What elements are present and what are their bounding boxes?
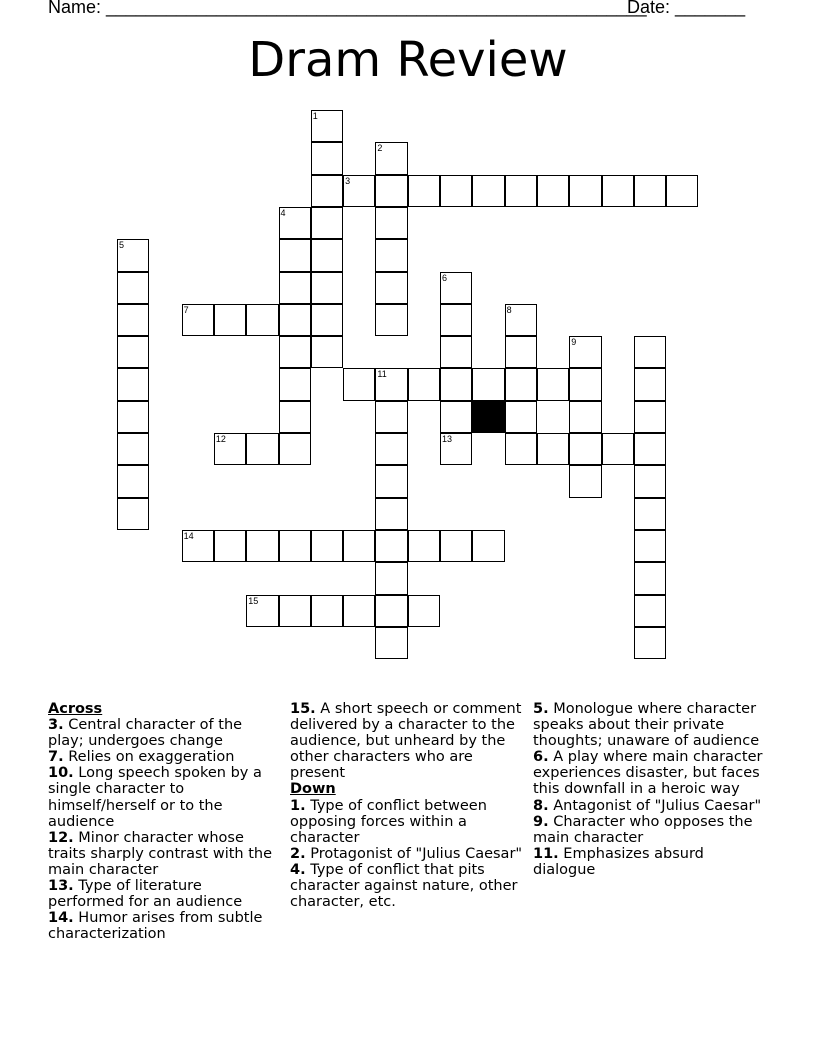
grid-cell[interactable]: [472, 175, 504, 207]
clue-number-label: 13: [442, 434, 453, 444]
grid-cell[interactable]: [569, 433, 601, 465]
grid-cell[interactable]: [375, 142, 407, 174]
clue-number-label: 7: [183, 304, 189, 315]
date-field-label[interactable]: Date: _______: [627, 0, 746, 17]
grid-cell[interactable]: [343, 595, 375, 627]
grid-cell[interactable]: [117, 498, 149, 530]
grid-cell[interactable]: [182, 530, 214, 562]
clue-down-4: 4. Type of conflict that pits character against nature, other character, etc.: [290, 861, 518, 911]
grid-cell[interactable]: [408, 595, 440, 627]
grid-cell[interactable]: [505, 336, 537, 368]
clue-down-9: 9. Character who opposes the main character: [533, 813, 753, 846]
grid-cell[interactable]: [343, 175, 375, 207]
grid-cell[interactable]: [311, 336, 343, 368]
grid-cell[interactable]: [279, 530, 311, 562]
grid-cell[interactable]: [375, 401, 407, 433]
grid-cell[interactable]: [117, 239, 149, 271]
clue-across-14: 14. Humor arises from subtle characterization: [48, 910, 263, 943]
grid-cell[interactable]: [279, 207, 311, 239]
clue-across-7: 7. Relies on exaggeration: [48, 749, 235, 766]
grid-cell[interactable]: [279, 433, 311, 465]
grid-cell[interactable]: [311, 304, 343, 336]
clue-number-label: 3: [345, 175, 351, 186]
clue-number-label: 2: [377, 143, 383, 154]
grid-cell[interactable]: [246, 530, 278, 562]
grid-cell[interactable]: [375, 627, 407, 659]
grid-cell[interactable]: [246, 433, 278, 465]
grid-cell[interactable]: [311, 175, 343, 207]
grid-cell[interactable]: [634, 465, 666, 497]
grid-cell[interactable]: [375, 498, 407, 530]
grid-cell[interactable]: [440, 401, 472, 433]
grid-cell[interactable]: [505, 368, 537, 400]
down-heading: Down: [290, 781, 336, 798]
grid-cell[interactable]: [246, 304, 278, 336]
grid-cell[interactable]: [279, 368, 311, 400]
grid-cell[interactable]: [375, 433, 407, 465]
grid-cell[interactable]: [117, 304, 149, 336]
clue-down-2: 2. Protagonist of "Julius Caesar": [290, 845, 523, 862]
grid-cell[interactable]: [117, 401, 149, 433]
clue-across-3: 3. Central character of the play; undergoes change: [48, 717, 243, 750]
grid-cell[interactable]: [634, 562, 666, 594]
grid-cell[interactable]: [311, 530, 343, 562]
grid-cell[interactable]: [634, 595, 666, 627]
grid-cell[interactable]: [537, 368, 569, 400]
grid-cell[interactable]: [440, 272, 472, 304]
grid-cell[interactable]: [375, 175, 407, 207]
grid-cell[interactable]: [505, 175, 537, 207]
grid-cell[interactable]: [279, 401, 311, 433]
grid-cell[interactable]: [634, 368, 666, 400]
grid-cell[interactable]: [634, 530, 666, 562]
clue-across-15: 15. A short speech or comment delivered by a character to the audience, but unheard by the other characters who are present: [290, 701, 522, 782]
grid-cell[interactable]: [505, 304, 537, 336]
grid-cell[interactable]: [375, 272, 407, 304]
clue-across-12: 12. Minor character whose traits sharply contrast with the main character: [48, 829, 273, 878]
grid-cell[interactable]: [343, 368, 375, 400]
grid-cell[interactable]: [505, 433, 537, 465]
clue-number-label: 14: [183, 530, 194, 541]
grid-cell[interactable]: [311, 142, 343, 174]
clue-column-2: [290, 701, 524, 910]
grid-cell[interactable]: [117, 272, 149, 304]
grid-cell[interactable]: [537, 175, 569, 207]
grid-cell[interactable]: [279, 595, 311, 627]
grid-cell[interactable]: [375, 304, 407, 336]
page-title: Dram Review: [248, 32, 568, 88]
grid-cell[interactable]: [246, 595, 278, 627]
grid-cell[interactable]: [472, 530, 504, 562]
grid-cell[interactable]: [408, 175, 440, 207]
grid-cell[interactable]: [440, 336, 472, 368]
grid-cell[interactable]: [634, 433, 666, 465]
grid-cell[interactable]: [279, 239, 311, 271]
grid-cell[interactable]: [472, 368, 504, 400]
grid-cell[interactable]: [440, 530, 472, 562]
grid-cell[interactable]: [569, 175, 601, 207]
grid-cell[interactable]: [602, 175, 634, 207]
across-heading: Across: [48, 701, 103, 717]
grid-cell[interactable]: [634, 175, 666, 207]
grid-cell[interactable]: [569, 368, 601, 400]
clue-down-1: 1. Type of conflict between opposing forces within a character: [290, 797, 487, 846]
grid-cell[interactable]: [375, 368, 407, 400]
grid-cell[interactable]: [117, 336, 149, 368]
grid-cell[interactable]: [182, 304, 214, 336]
grid-cell[interactable]: [440, 368, 472, 400]
clue-number-label: 4: [280, 207, 286, 218]
grid-cell[interactable]: [117, 368, 149, 400]
clue-number-label: 9: [571, 337, 577, 348]
grid-cell[interactable]: [279, 304, 311, 336]
clue-number-label: 8: [506, 304, 512, 315]
clue-down-8: 8. Antagonist of "Julius Caesar": [533, 797, 762, 814]
grid-cell[interactable]: [569, 401, 601, 433]
grid-cell[interactable]: [634, 336, 666, 368]
grid-cell[interactable]: [311, 272, 343, 304]
name-field-label[interactable]: Name: ______________________________________________________: [48, 0, 647, 17]
clue-number-label: 15: [248, 595, 259, 606]
clue-number-label: 6: [442, 272, 448, 283]
grid-cell[interactable]: [117, 465, 149, 497]
grid-cell[interactable]: [408, 530, 440, 562]
clue-down-11: 11. Emphasizes absurd dialogue: [533, 845, 704, 878]
clue-column-3: [533, 701, 767, 878]
grid-cell[interactable]: [375, 562, 407, 594]
grid-cell[interactable]: [311, 595, 343, 627]
grid-cell[interactable]: [375, 239, 407, 271]
grid-cell[interactable]: [214, 304, 246, 336]
grid-cell[interactable]: [311, 239, 343, 271]
grid-cell[interactable]: [569, 465, 601, 497]
grid-cell[interactable]: [440, 433, 472, 465]
grid-cell[interactable]: [375, 207, 407, 239]
clue-down-5: 5. Monologue where character speaks about their private thoughts; unaware of audience: [533, 701, 760, 750]
grid-cell[interactable]: [666, 175, 698, 207]
grid-cell[interactable]: [569, 336, 601, 368]
grid-cell[interactable]: [440, 304, 472, 336]
clue-number-label: 11: [377, 369, 387, 380]
clue-column-1: [48, 701, 282, 942]
clue-down-6: 6. A play where main character experiences disaster, but faces this downfall in a heroic way: [533, 749, 763, 798]
grid-cell[interactable]: [375, 530, 407, 562]
clue-number-label: 5: [119, 240, 125, 251]
grid-cell[interactable]: [375, 465, 407, 497]
grid-cell[interactable]: [505, 401, 537, 433]
grid-cell[interactable]: [311, 110, 343, 142]
clue-across-10: 10. Long speech spoken by a single character to himself/herself or to the audience: [48, 765, 262, 830]
grid-cell[interactable]: [214, 433, 246, 465]
clue-across-13: 13. Type of literature performed for an audience: [48, 878, 243, 911]
grid-black-square: [472, 401, 504, 433]
grid-cell[interactable]: [117, 433, 149, 465]
grid-cell[interactable]: [311, 207, 343, 239]
grid-cell[interactable]: [408, 368, 440, 400]
grid-cell[interactable]: [537, 433, 569, 465]
grid-cell[interactable]: [214, 530, 246, 562]
grid-cell[interactable]: [634, 401, 666, 433]
clue-number-label: 1: [312, 111, 318, 121]
grid-cell[interactable]: [279, 336, 311, 368]
grid-cell[interactable]: [343, 530, 375, 562]
grid-cell[interactable]: [375, 595, 407, 627]
clue-number-label: 12: [215, 434, 226, 444]
grid-cell[interactable]: [440, 175, 472, 207]
grid-cell[interactable]: [634, 627, 666, 659]
grid-cell[interactable]: [279, 272, 311, 304]
grid-cell[interactable]: [634, 498, 666, 530]
grid-cell[interactable]: [602, 433, 634, 465]
